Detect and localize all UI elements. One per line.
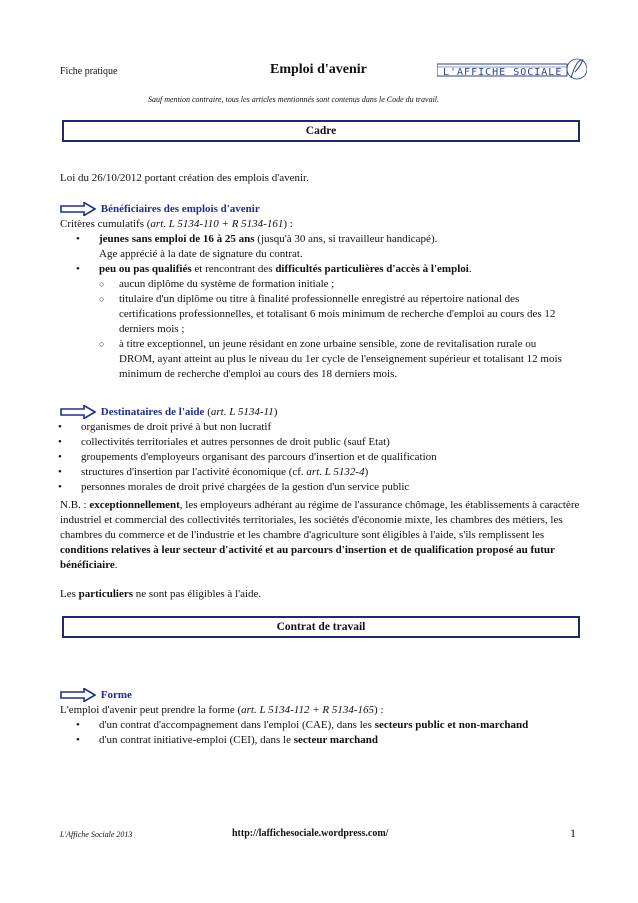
criteria-line: Critères cumulatifs (art. L 5134-110 + R 5134-161) : [60,218,293,230]
list-item: • peu ou pas qualifiés et rencontrant des difficultés particulières d'accès à l'emploi. [60,262,580,277]
list-item: • jeunes sans emploi de 16 à 25 ans (jusqu'à 30 ans, si travailleur handicapé). Age apprécié à la date de signature du contrat. [60,232,580,262]
logo [437,50,587,88]
list-item: • d'un contrat initiative-emploi (CEI), dans le secteur marchand [60,733,580,748]
destinataires-block: Destinataires de l'aide (art. L 5134-11) • organismes de droit privé à but non lucratif • collectivités territoriales et autres personnes de droit public (sauf Etat) • groupements d'employeurs organisant des parcours d'insertion et de qualification • structures d'insertion par l'activité économique (cf. art. L 5132-4) • personnes morales de droit privé chargées de la gestion d'un service public [60,405,580,495]
list-item: • d'un contrat d'accompagnement dans l'emploi (CAE), dans les secteurs public et non-marchand [60,718,580,733]
svg-text:L'AFFICHE SOCIALE: L'AFFICHE SOCIALE [443,67,563,78]
particuliers-paragraph: Les particuliers ne sont pas éligibles à l'aide. [60,588,262,600]
nb-paragraph: N.B. : exceptionnellement, les employeurs adhérant au régime de l'assurance chômage, les établissements à caractère industriel et commercial des collectivités territoriales, les sociétés d'économie mixte, les chambres des métiers, les chambres du commerce et de l'industrie et les chambre d'agriculture sont éligibles à l'aide, s'ils remplissent les conditions relatives à leur secteur d'activité et au parcours d'insertion et de qualification proposé au futur bénéficiaire. [60,499,580,571]
sub-list-item: ○ à titre exceptionnel, un jeune résidant en zone urbaine sensible, zone de revitalisation rurale ou DROM, ayant atteint au plus le niveau du 1er cycle de l'enseignement supérieur et totalisant 12 mois minimum de recherche d'emploi au cours des 18 derniers mois. [60,337,574,382]
sub-list-item: ○ aucun diplôme du système de formation initiale ; [60,277,574,292]
arrow-right-icon [60,688,96,702]
list-item: • structures d'insertion par l'activité économique (cf. art. L 5132-4) [42,465,580,480]
page-title: Emploi d'avenir [270,62,367,77]
section-contrat: Contrat de travail [62,616,580,638]
section-cadre: Cadre [62,120,580,142]
subtitle: Sauf mention contraire, tous les articles mentionnés sont contenus dans le Code du travail. [148,95,440,104]
list-item: • groupements d'employeurs organisant des parcours d'insertion et de qualification [42,450,580,465]
list-item: • personnes morales de droit privé chargées de la gestion d'un service public [42,480,580,495]
forme-heading: Forme [100,689,132,701]
sub-list-item: ○ titulaire d'un diplôme ou titre à finalité professionnelle enregistré au répertoire national des certifications professionnelles, et totalisant 6 mois minimum de recherche d'emploi au cours des 12 derniers mois ; [60,292,574,337]
beneficiaires-block [60,202,580,382]
document-type: Fiche pratique [60,66,118,77]
footer-url[interactable]: http://laffichesociale.wordpress.com/ [232,828,389,839]
list-item: • collectivités territoriales et autres personnes de droit public (sauf Etat) [42,435,580,450]
forme-intro: L'emploi d'avenir peut prendre la forme (art. L 5134-112 + R 5134-165) : [60,704,384,716]
arrow-right-icon [60,405,96,419]
destinataires-heading: Destinataires de l'aide [100,406,205,418]
page-number: 1 [570,826,576,840]
forme-block [60,688,580,748]
intro-text: Loi du 26/10/2012 portant création des emplois d'avenir. [60,172,309,184]
arrow-right-icon [60,202,96,216]
beneficiaires-heading: Bénéficiaires des emplois d'avenir [100,203,260,215]
list-item: • organismes de droit privé à but non lucratif [42,420,580,435]
footer-copyright: L'Affiche Sociale 2013 [60,830,133,839]
